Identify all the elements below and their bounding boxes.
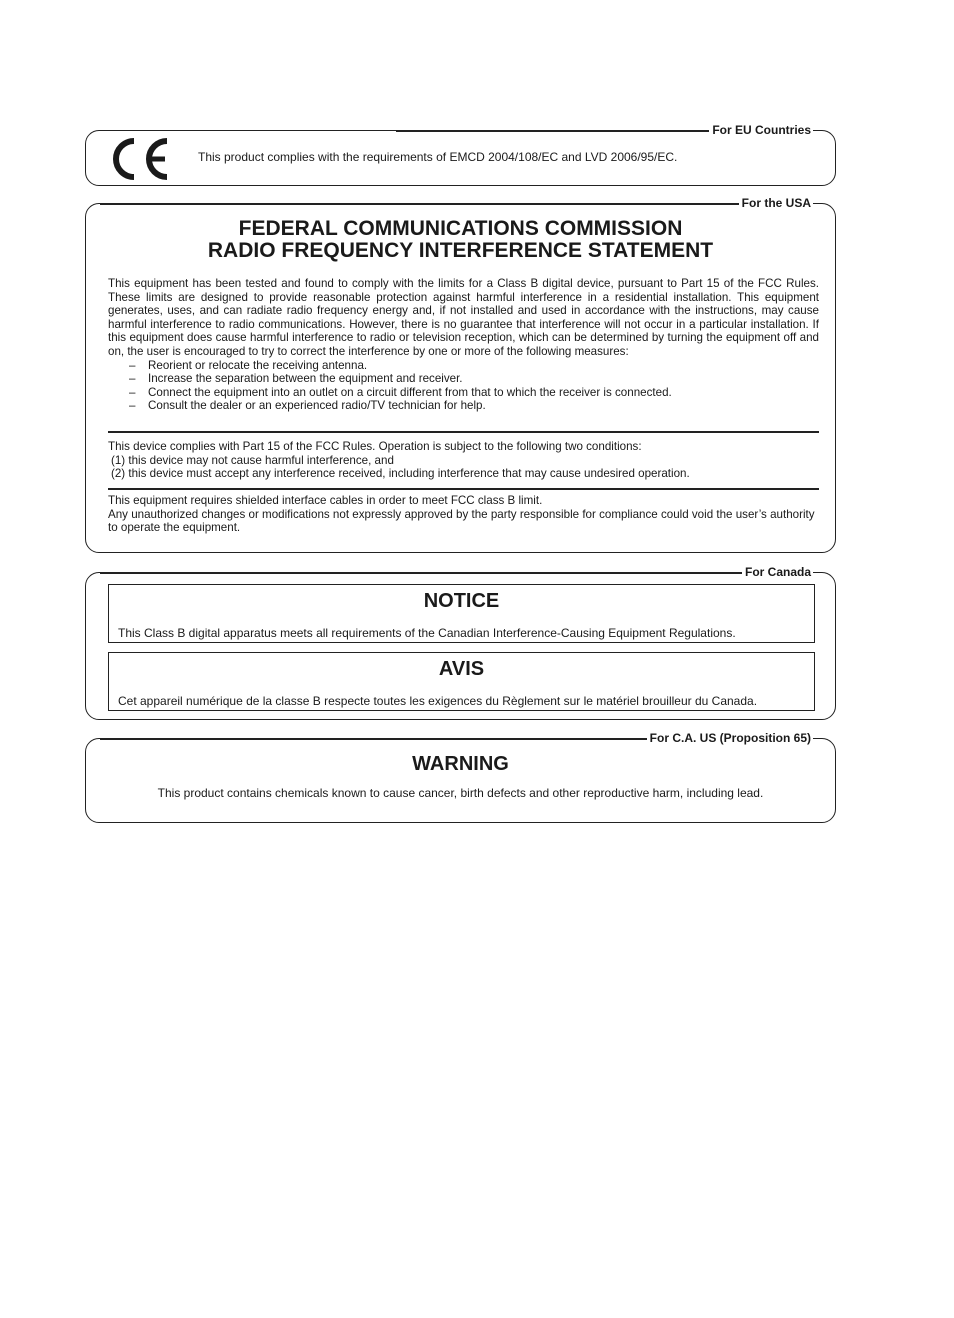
fcc-conditions-intro: This device complies with Part 15 of the FCC Rules. Operation is subject to the following two conditions: (108, 440, 642, 453)
fcc-measure-item: – Connect the equipment into an outlet on a circuit different from that to which the receiver is connected. (108, 386, 819, 400)
ce-mark-icon (106, 135, 172, 183)
eu-compliance-text: This product complies with the requirements of EMCD 2004/108/EC and LVD 2006/95/EC. (198, 150, 678, 164)
prop65-warning-box (85, 731, 836, 823)
fcc-cables-section (108, 494, 819, 535)
eu-label: For EU Countries (709, 122, 813, 138)
usa-fcc-box (85, 196, 836, 553)
canada-label: For Canada (742, 564, 813, 580)
fcc-condition-2: (2) this device must accept any interference received, including interference that may cause undesired operation. (111, 467, 690, 481)
warning-title: WARNING (412, 753, 509, 775)
fcc-statement-title (86, 218, 835, 262)
canada-header-rule (100, 572, 813, 574)
fcc-testing-section (108, 277, 819, 413)
usa-label: For the USA (739, 195, 813, 211)
warning-text: This product contains chemicals known to cause cancer, birth defects and other reproductive harm, including lead. (157, 786, 764, 800)
fcc-divider (108, 431, 819, 433)
avis-panel (108, 652, 815, 711)
avis-title: AVIS (438, 658, 485, 680)
notice-panel (108, 584, 815, 643)
fcc-measures-list (108, 359, 819, 413)
avis-text: Cet appareil numérique de la classe B respecte toutes les exigences du Règlement sur le matériel brouilleur du Canada. (118, 694, 758, 708)
fcc-measure-item: – Increase the separation between the equipment and receiver. (108, 372, 819, 386)
fcc-divider (108, 488, 819, 490)
fcc-paragraph: This equipment has been tested and found to comply with the limits for a Class B digital device, pursuant to Part 15 of the FCC Rules. These limits are designed to provide reasonable protection against harmful interference in a residential installation. This equipment generates, uses, and can radiate radio frequency energy and, if not installed and used in accordance with the instructions, may cause harmful interference to radio communications. However, there is no guarantee that interference will not occur in a particular installation. If this equipment does cause harmful interference to radio or television reception, which can be determined by turning the equipment off and on, the user is encouraged to try to correct the interference by one or more of the following measures: (108, 277, 819, 358)
usa-header-rule (100, 203, 813, 205)
fcc-cables-text: This equipment requires shielded interface cables in order to meet FCC class B limit. (108, 494, 543, 507)
notice-title: NOTICE (423, 590, 500, 612)
eu-compliance-box (85, 123, 836, 186)
fcc-conditions-section (108, 440, 819, 481)
fcc-title-line-1: FEDERAL COMMUNICATIONS COMMISSION (238, 217, 683, 240)
fcc-title-line-2: RADIO FREQUENCY INTERFERENCE STATEMENT (207, 239, 714, 262)
fcc-condition-1: (1) this device may not cause harmful interference, and (111, 453, 394, 467)
prop65-label: For C.A. US (Proposition 65) (647, 730, 813, 746)
fcc-changes-text: Any unauthorized changes or modifications not expressly approved by the party responsible for compliance could void the user’s authority to operate the equipment. (108, 507, 815, 535)
fcc-measure-item: – Reorient or relocate the receiving antenna. (108, 359, 819, 373)
canada-compliance-box (85, 565, 836, 720)
notice-text: This Class B digital apparatus meets all requirements of the Canadian Interference-Causing Equipment Regulations. (118, 626, 736, 640)
fcc-measure-item: – Consult the dealer or an experienced radio/TV technician for help. (108, 399, 819, 413)
